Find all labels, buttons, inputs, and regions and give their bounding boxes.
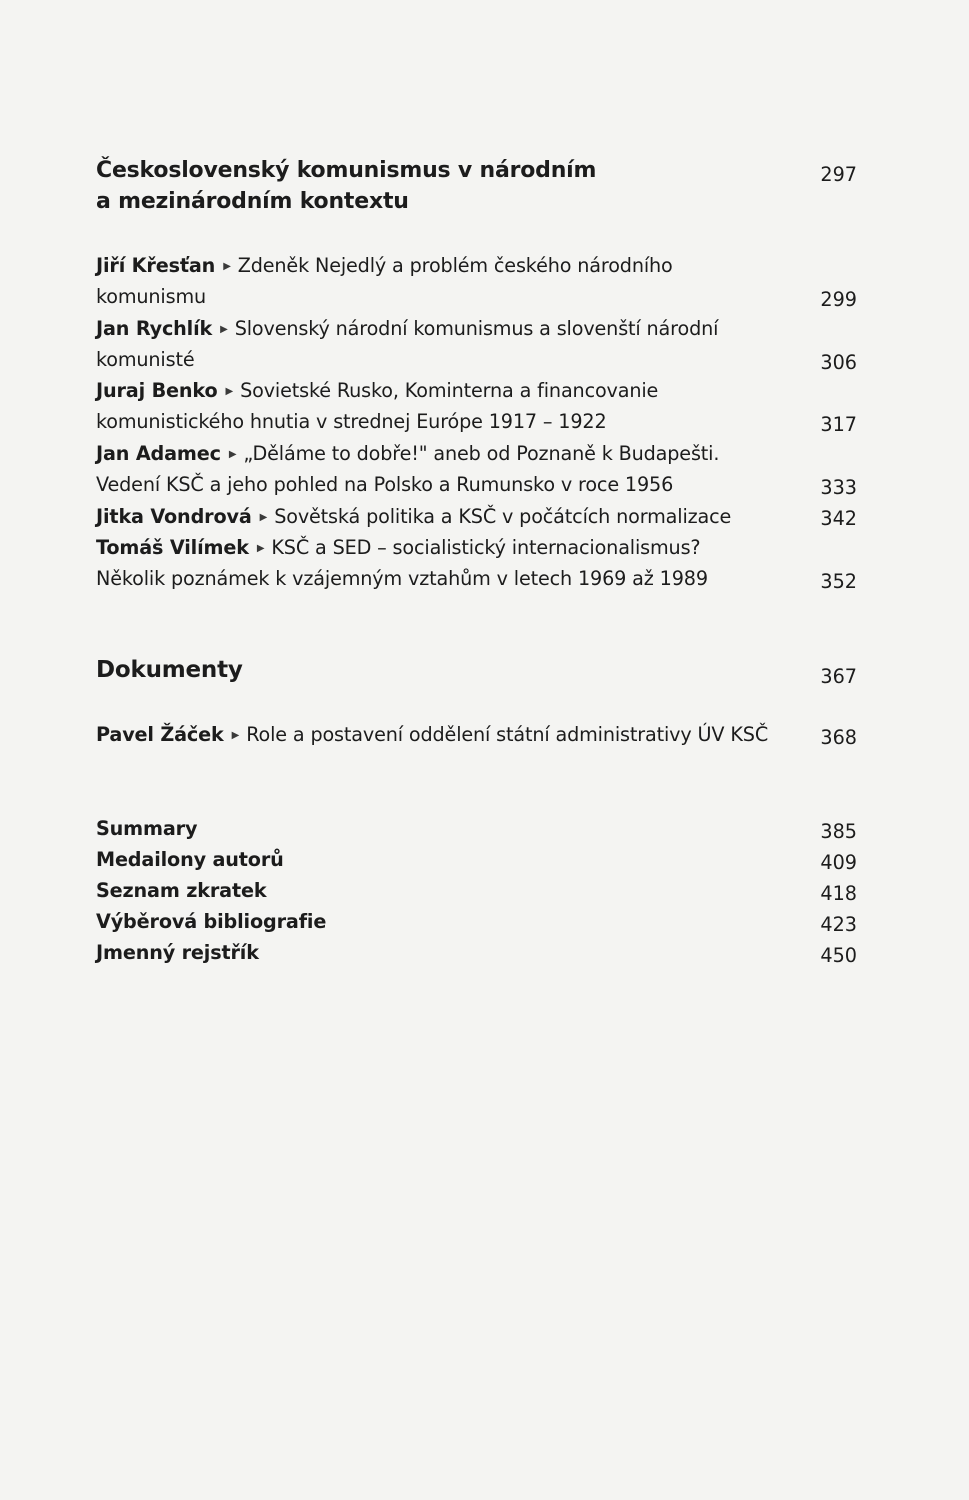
section-title-2: Dokumenty xyxy=(96,657,243,683)
toc-entry-5[interactable] xyxy=(96,501,796,533)
back-matter-page: 418 xyxy=(820,882,857,905)
entry-title: Slovenský národní komunismus a slovenští národní xyxy=(234,317,719,340)
entry-title: KSČ a SED – socialistický internacionalismus? xyxy=(271,536,701,559)
back-matter-page: 423 xyxy=(820,913,857,936)
section-title-1-line2: a mezinárodním kontextu xyxy=(96,189,409,214)
entry-page: 352 xyxy=(820,570,857,593)
triangle-right-icon: ▶ xyxy=(231,730,240,741)
toc-entry-4-cont: Vedení KSČ a jeho pohled na Polsko a Rumunsko v roce 1956 xyxy=(96,473,674,496)
triangle-right-icon: ▶ xyxy=(259,512,268,523)
section-1-page: 297 xyxy=(820,163,857,186)
section-title-1 xyxy=(96,155,796,217)
triangle-right-icon: ▶ xyxy=(228,449,237,460)
entry-author: Juraj Benko xyxy=(96,379,218,402)
entry-title: „Děláme to dobře!" aneb od Poznaně k Budapešti. xyxy=(243,442,720,465)
toc-entry-3-cont: komunistického hnutia v strednej Európe 1917 – 1922 xyxy=(96,410,607,433)
back-matter-page: 450 xyxy=(820,944,857,967)
toc-entry-1[interactable] xyxy=(96,250,796,282)
toc-entry-7[interactable] xyxy=(96,719,796,751)
back-matter-name-index[interactable]: Jmenný rejstřík xyxy=(96,941,259,964)
entry-author: Jan Rychlík xyxy=(96,317,213,340)
triangle-right-icon: ▶ xyxy=(256,543,265,554)
entry-author: Jan Adamec xyxy=(96,442,221,465)
toc-entry-1-cont: komunismu xyxy=(96,285,207,308)
back-matter-page: 409 xyxy=(820,851,857,874)
entry-author: Tomáš Vilímek xyxy=(96,536,249,559)
entry-page: 306 xyxy=(820,351,857,374)
entry-page: 317 xyxy=(820,413,857,436)
toc-entry-2[interactable] xyxy=(96,313,796,345)
entry-author: Pavel Žáček xyxy=(96,723,224,746)
entry-title: Role a postavení oddělení státní administrativy ÚV KSČ xyxy=(246,723,769,746)
entry-page: 333 xyxy=(820,476,857,499)
entry-author: Jiří Křesťan xyxy=(96,254,216,277)
toc-entry-6-cont: Několik poznámek k vzájemným vztahům v letech 1969 až 1989 xyxy=(96,567,708,590)
entry-page: 299 xyxy=(820,288,857,311)
entry-author: Jitka Vondrová xyxy=(96,505,252,528)
triangle-right-icon: ▶ xyxy=(220,324,228,335)
triangle-right-icon: ▶ xyxy=(225,386,234,397)
triangle-right-icon: ▶ xyxy=(223,261,231,272)
toc-entry-3[interactable] xyxy=(96,375,796,407)
toc-entry-4[interactable] xyxy=(96,438,796,470)
back-matter-author-bios[interactable]: Medailony autorů xyxy=(96,848,284,871)
back-matter-bibliography[interactable]: Výběrová bibliografie xyxy=(96,910,327,933)
entry-title: Sovietské Rusko, Kominterna a financovanie xyxy=(240,379,659,402)
back-matter-abbreviations[interactable]: Seznam zkratek xyxy=(96,879,267,902)
entry-page: 342 xyxy=(820,507,857,530)
back-matter-page: 385 xyxy=(820,820,857,843)
section-2-page: 367 xyxy=(820,665,857,688)
entry-title: Zdeněk Nejedlý a problém českého národního xyxy=(237,254,673,277)
toc-entry-2-cont: komunisté xyxy=(96,348,195,371)
toc-entry-6[interactable] xyxy=(96,532,796,564)
section-title-1-line1: Československý komunismus v národním xyxy=(96,158,597,183)
back-matter-summary[interactable]: Summary xyxy=(96,817,198,840)
entry-page: 368 xyxy=(820,726,857,749)
entry-title: Sovětská politika a KSČ v počátcích normalizace xyxy=(274,505,732,528)
